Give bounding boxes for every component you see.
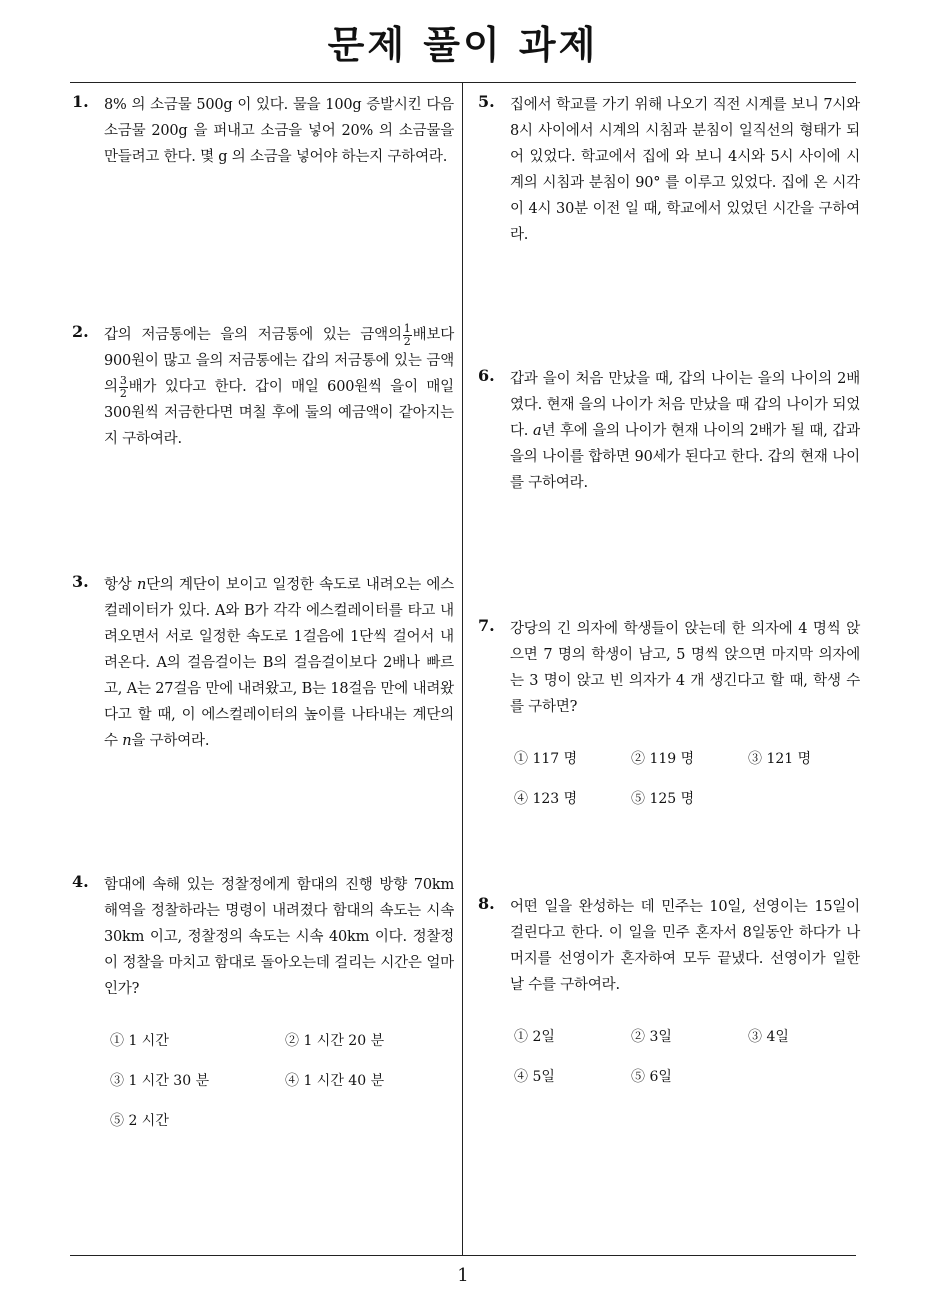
- answer-choices: [104, 1020, 454, 1140]
- top-rule: [70, 82, 856, 83]
- choice-2[interactable]: ② 1 시간 20 분: [285, 1033, 385, 1049]
- answer-choices: [510, 1016, 860, 1096]
- page-number: 1: [457, 1265, 469, 1286]
- problem-number: 6.: [478, 366, 495, 385]
- problem-text: 함대에 속해 있는 정찰정에게 함대의 진행 방향 70km 해역을 정찰하라는 명령이 내려졌다 함대의 속도는 시속 30km 이고, 정찰정의 속도는 시속 40km 이다. 정찰정이 정찰을 마치고 함대로 돌아오는데 걸리는 시간은 얼마인가?: [104, 877, 454, 997]
- problem-number: 1.: [72, 92, 89, 111]
- problem-3: [72, 572, 455, 754]
- choice-4[interactable]: ④ 1 시간 40 분: [285, 1073, 385, 1089]
- page-title: 문제 풀이 과제: [327, 23, 599, 67]
- choice-4[interactable]: ④ 123 명: [514, 791, 578, 807]
- problem-1: [72, 92, 454, 170]
- choice-5[interactable]: ⑤ 6일: [631, 1069, 672, 1085]
- problem-number: 5.: [478, 92, 495, 111]
- problem-2: [72, 321, 454, 452]
- column-divider: [462, 82, 463, 1256]
- problem-text: 갑과 을이 처음 만났을 때, 갑의 나이는 을의 나이의 2배였다. 현재 을의 나이가 처음 만났을 때 갑의 나이가 되었다. a년 후에 을의 나이가 현재 나이의 2배가 될 때, 갑과 을의 나이를 합하면 90세가 된다고 한다. 갑의 현재 나이를 구하여라.: [510, 371, 860, 491]
- problem-number: 8.: [478, 894, 495, 913]
- problem-number: 3.: [72, 572, 89, 591]
- problem-6: [478, 366, 860, 496]
- problem-text: 어떤 일을 완성하는 데 민주는 10일, 선영이는 15일이 걸린다고 한다. 이 일을 민주 혼자서 8일동안 하다가 나머지를 선영이가 혼자하여 모두 끝냈다. 선영이가 일한 날 수를 구하여라.: [510, 899, 860, 993]
- problem-text: 항상 n단의 계단이 보이고 일정한 속도로 내려오는 에스컬레이터가 있다. A와 B가 각각 에스컬레이터를 타고 내려오면서 서로 일정한 속도로 1걸음에 1단씩 걸어서 내려온다. A의 걸음걸이는 B의 걸음걸이보다 2배나 빠르고, A는 27걸음 만에 내려왔고, B는 18걸음 만에 내려왔다고 할 때, 이 에스컬레이터의 높이를 나타내는 계단의 수 n을 구하여라.: [104, 577, 455, 749]
- choice-5[interactable]: ⑤ 2 시간: [110, 1113, 169, 1129]
- choice-4[interactable]: ④ 5일: [514, 1069, 555, 1085]
- fraction-three-halves: $\frac{3}{2}$: [119, 373, 127, 400]
- choice-1[interactable]: ① 1 시간: [110, 1033, 169, 1049]
- problem-text: 집에서 학교를 가기 위해 나오기 직전 시계를 보니 7시와 8시 사이에서 시계의 시침과 분침이 일직선의 형태가 되어 있었다. 학교에서 집에 와 보니 4시와 5시 사이에 시계의 시침과 분침이 90° 를 이루고 있었다. 집에 온 시각이 4시 30분 이전 일 때, 학교에서 있었던 시간을 구하여라.: [510, 97, 860, 243]
- problem-text: 갑의 저금통에는 을의 저금통에 있는 금액의 $\frac{1}{2}$ 배보다 900원이 많고 을의 저금통에는 갑의 저금통에 있는 금액의 $\frac{3}{2}$ 배가 있다고 한다. 갑이 매일 600원씩 을이 매일 300원씩 저금한다면 며칠 후에 둘의 예금액이 같아지는지 구하여라.: [104, 321, 454, 447]
- choice-2[interactable]: ② 119 명: [631, 751, 695, 767]
- problem-number: 4.: [72, 872, 89, 891]
- choice-5[interactable]: ⑤ 125 명: [631, 791, 695, 807]
- problem-number: 2.: [72, 322, 89, 341]
- problem-4: [72, 872, 454, 1140]
- problem-text: 8% 의 소금물 500g 이 있다. 물을 100g 증발시킨 다음 소금물 200g 을 퍼내고 소금을 넣어 20% 의 소금물을 만들려고 한다. 몇 g 의 소금을 넣어야 하는지 구하여라.: [104, 97, 454, 165]
- choice-3[interactable]: ③ 121 명: [748, 751, 812, 767]
- problem-8: [478, 894, 860, 1096]
- bottom-rule: [70, 1255, 856, 1256]
- answer-choices: [510, 738, 860, 818]
- choice-1[interactable]: ① 117 명: [514, 751, 578, 767]
- choice-3[interactable]: ③ 4일: [748, 1029, 789, 1045]
- choice-3[interactable]: ③ 1 시간 30 분: [110, 1073, 210, 1089]
- problem-7: [478, 616, 860, 818]
- choice-2[interactable]: ② 3일: [631, 1029, 672, 1045]
- problem-number: 7.: [478, 616, 495, 635]
- problem-text: 강당의 긴 의자에 학생들이 앉는데 한 의자에 4 명씩 앉으면 7 명의 학생이 남고, 5 명씩 앉으면 마지막 의자에는 3 명이 앉고 빈 의자가 4 개 생긴다고 할 때, 학생 수를 구하면?: [510, 621, 860, 715]
- choice-1[interactable]: ① 2일: [514, 1029, 555, 1045]
- fraction-one-half: $\frac{1}{2}$: [403, 321, 411, 348]
- problem-5: [478, 92, 860, 248]
